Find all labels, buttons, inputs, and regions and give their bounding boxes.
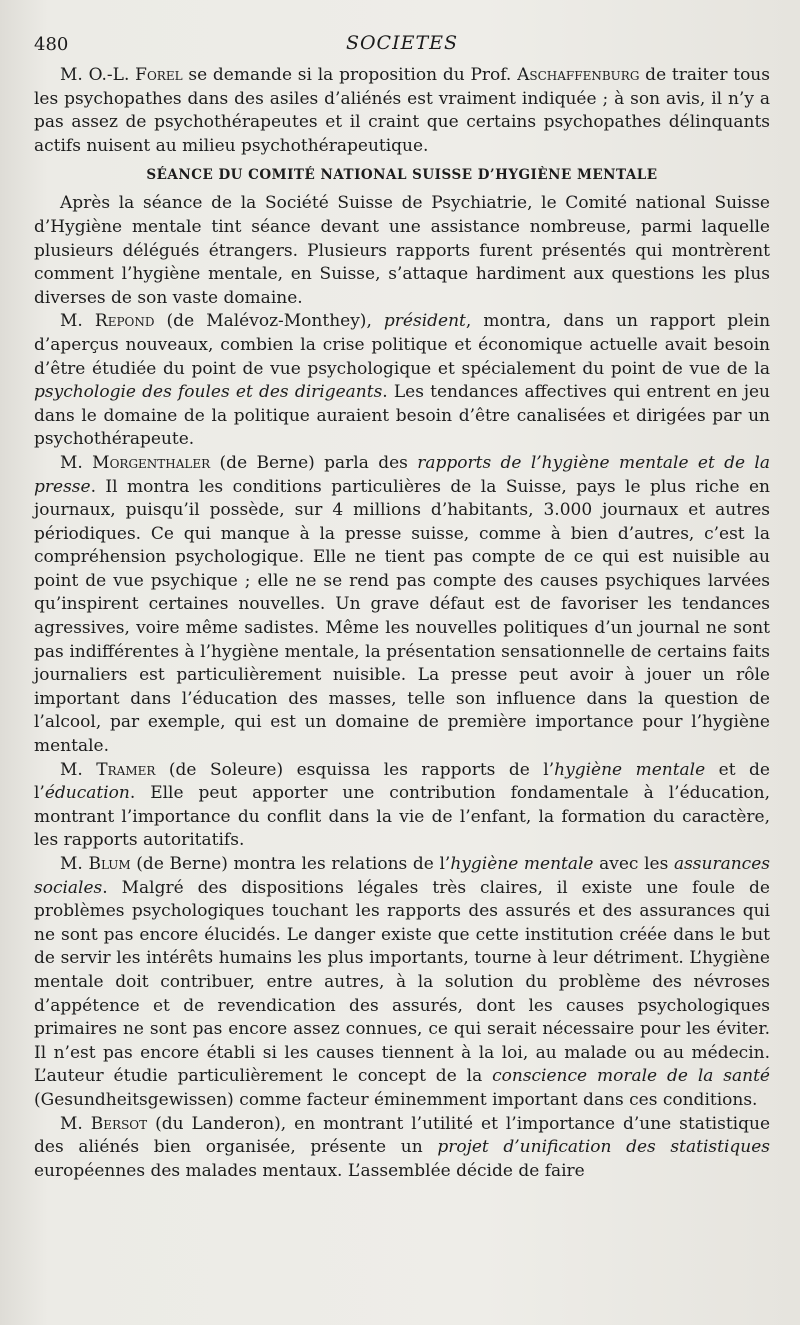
author-name: Tramer	[96, 759, 156, 780]
author-name: Blum	[88, 854, 131, 874]
text-run: (de Malévoz-Monthey),	[154, 311, 384, 332]
italic-phrase: éducation	[44, 783, 130, 804]
text-run: européennes des malades mentaux. L’assemblée décide de faire	[34, 1160, 585, 1181]
text-run: (de Soleure) esquissa les rapports de l’	[155, 759, 555, 780]
paragraph	[34, 759, 770, 853]
author-name: Repond	[94, 311, 155, 332]
text-run: , montra, dans un rapport plein d’aperçus nouveaux, combien la crise politique et économique actuelle avait besoin d’être étudiée du point de vue psychologique et spécialement du point de vue de la	[34, 311, 771, 379]
page-number: 480	[34, 34, 69, 55]
section-heading-text: SÉANCE DU COMITÉ NATIONAL SUISSE D’HYGIÈNE MENTALE	[146, 167, 658, 184]
text-run: M.	[60, 854, 89, 874]
author-name: Morgenthaler	[92, 452, 211, 473]
italic-phrase: rapports de l’hygiène mentale et de la presse	[34, 452, 770, 497]
italic-phrase: psychologie des foules et des dirigeants	[34, 382, 383, 403]
italic-phrase: projet d’unification des statistiques	[437, 1137, 770, 1158]
running-title: SOCIETES	[345, 32, 459, 54]
italic-phrase: assurances sociales	[34, 854, 770, 898]
text-run: . Il montra les conditions particulières de la Suisse, pays le plus riche en journaux, puisqu’il possède, sur 4 millions d’habitants, 3.000 journaux et autres périodiques. Ce qui manque à la presse suisse, comme à bien d’autres, c’est la compréhension psychologique. Elle ne tient pas compte de ce qui est nuisible au point de vue psychique ; elle ne se rend pas compte des causes psychiques larvées qu’inspirent certaines nouvelles. Un grave défaut est de favoriser les tendances agressives, voire même sadistes. Même les nouvelles politiques d’un journal ne sont pas indifférentes à l’hygiène mentale, la présentation sensationnelle de certains faits journaliers est particulièrement nuisible. La presse peut avoir à jouer un rôle important dans l’éducation des masses, telle son influence dans la question de l’alcool, par exemple, qui est un domaine de première importance pour l’hygiène mentale.	[34, 476, 770, 757]
section-body-text	[34, 192, 770, 1183]
paragraph	[34, 853, 770, 1113]
text-run: . Les tendances affectives qui entrent en jeu dans le domaine de la politique auraient besoin d’être canalisées et dirigées par un psychothérapeute.	[34, 382, 771, 450]
text-run: M.	[60, 452, 93, 473]
italic-phrase: conscience morale de la santé	[492, 1066, 770, 1087]
text-run: et de l’	[34, 759, 770, 804]
text-run: (Gesundheitsgewissen) comme facteur éminemment important dans ces conditions.	[34, 1089, 758, 1110]
text-run: Après la séance de la Société Suisse de Psychiatrie, le Comité national Suisse d’Hygiène mentale tint séance devant une assistance nombreuse, parmi laquelle plusieurs délégués étrangers. Plusieurs rapports furent présentés qui montrèrent comment l’hygiène mentale, en Suisse, s’attaque hardiment aux questions les plus diverses de son vaste domaine.	[34, 193, 770, 308]
text-run: M. O.-L.	[60, 65, 136, 85]
paragraph	[34, 64, 770, 158]
text-run: . Elle peut apporter une contribution fondamentale à l’éducation, montrant l’importance du conflit dans la vie de l’enfant, la formation du caractère, les rapports autoritatifs.	[34, 783, 770, 851]
text-run: M.	[60, 1113, 91, 1134]
paragraph	[34, 192, 770, 310]
text-run: M.	[60, 311, 95, 332]
italic-phrase: président	[383, 311, 466, 332]
text-run: (du Landeron), en montrant l’utilité et l’importance d’une statistique des aliénés bien organisée, présente un	[34, 1113, 771, 1158]
text-run: se demande si la proposition du Prof.	[182, 65, 518, 85]
text-run: (de Berne) montra les relations de l’	[130, 854, 451, 874]
author-name: Bersot	[90, 1113, 148, 1134]
running-head	[34, 28, 770, 64]
paragraph	[34, 310, 770, 452]
author-name: Forel	[135, 65, 183, 85]
article-body	[34, 64, 770, 1183]
italic-phrase: hygiène mentale	[450, 854, 594, 874]
text-run: . Malgré des dispositions légales très claires, il existe une foule de problèmes psychologiques touchant les rapports des assurés et des assurances qui ne sont pas encore élucidés. Le danger existe que cette institution créée dans le but de servir les intérêts humains les plus importants, tourne à leur détriment. L’hygiène mentale doit contribuer, entre autres, à la solution du problème des névroses d’appétence et de revendication des assurés, dont les causes psychologiques primaires ne sont pas encore assez connues, ce qui serait nécessaire pour les éviter. Il n’est pas encore établi si les causes tiennent à la loi, au malade ou au médecin. L’auteur étudie particulièrement le concept de la	[34, 877, 770, 1087]
text-run: avec les	[593, 854, 674, 874]
paragraph	[34, 452, 770, 759]
author-name: Aschaffenburg	[517, 65, 640, 85]
text-run: M.	[60, 759, 97, 780]
pre-section-text	[34, 64, 770, 158]
text-run: (de Berne) parla des	[210, 452, 418, 473]
text-run: de traiter tous les psychopathes dans des asiles d’aliénés est vraiment indiquée ; à son avis, il n’y a pas assez de psychothérapeutes et il craint que certains psychopathes délinquants actifs nuisent au milieu psychothérapeutique.	[34, 65, 770, 156]
italic-phrase: hygiène mentale	[554, 759, 706, 780]
section-heading	[34, 158, 770, 192]
paragraph	[34, 1113, 770, 1184]
